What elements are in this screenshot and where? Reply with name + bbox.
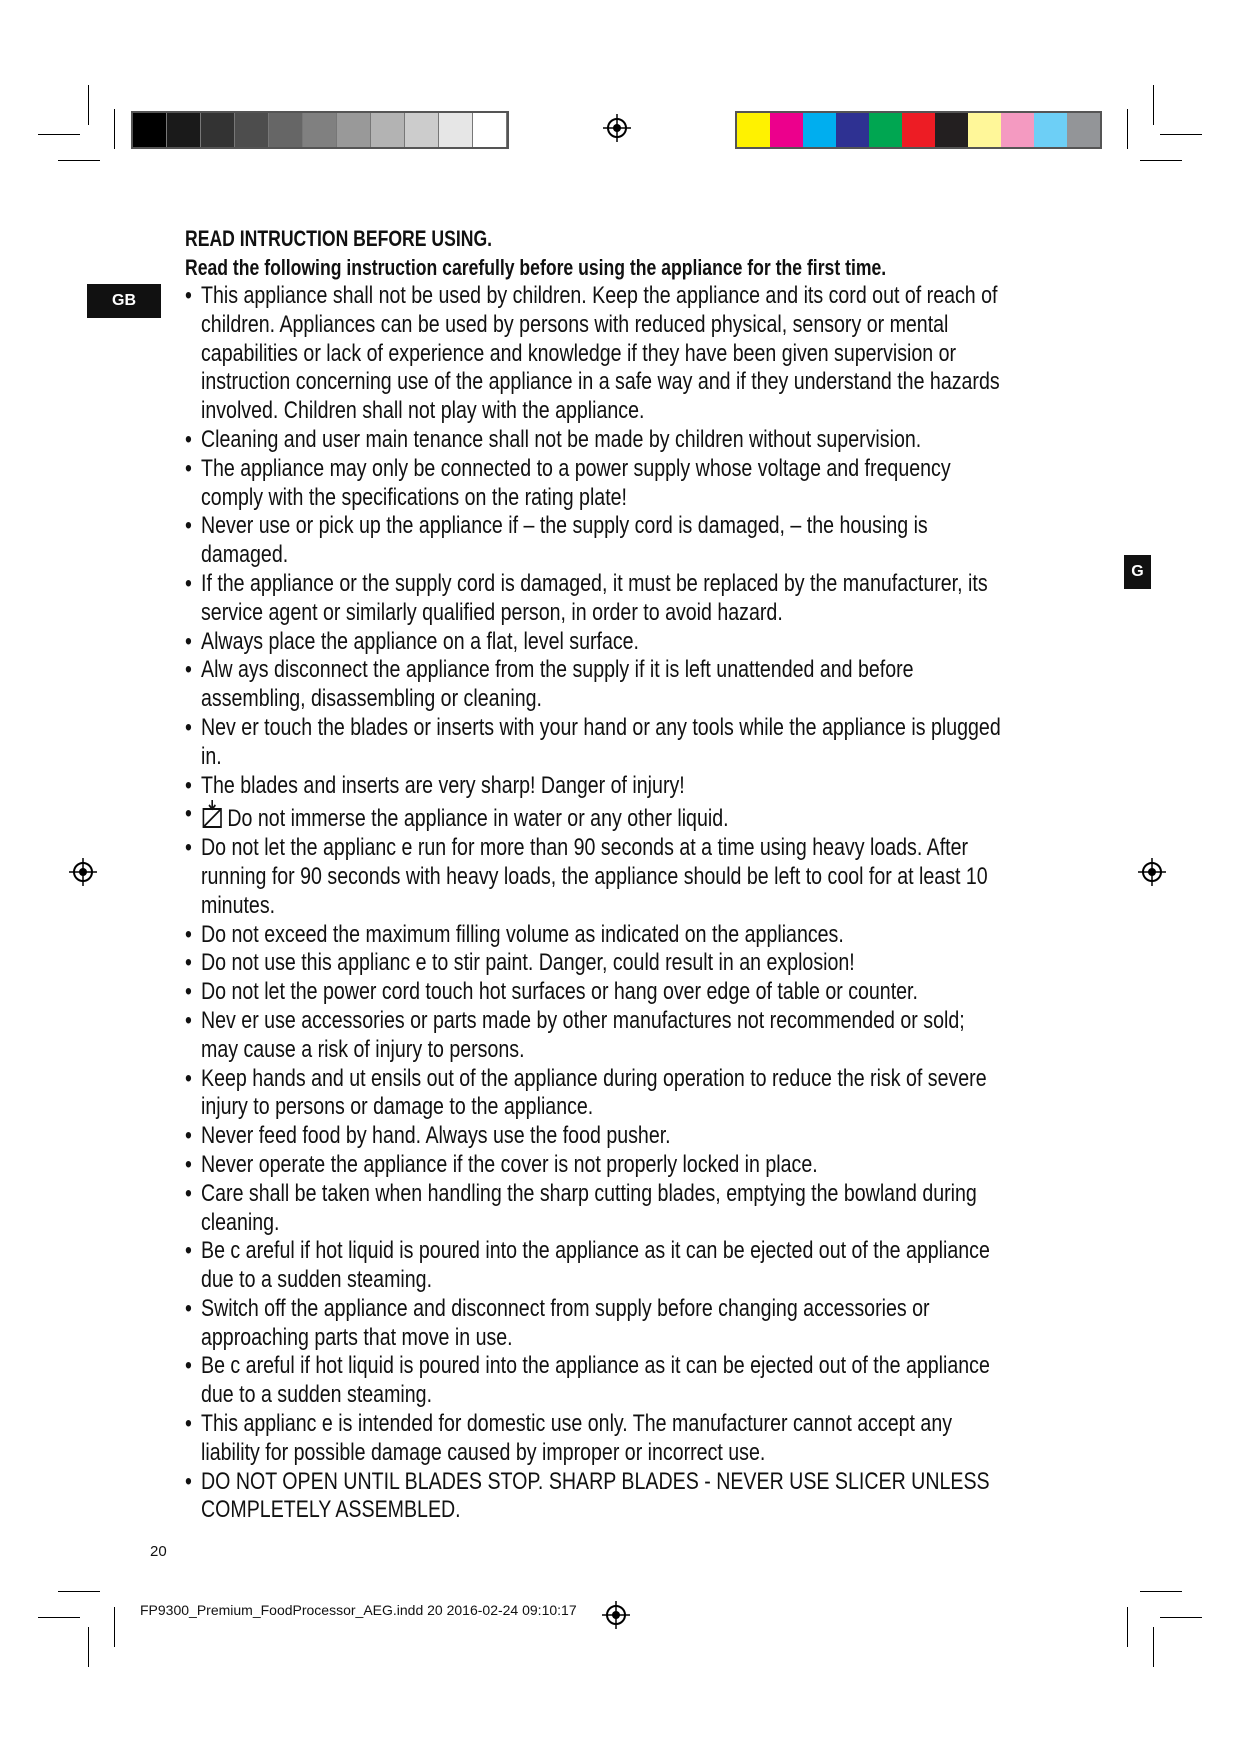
instruction-list	[185, 282, 1065, 1525]
instruction-item	[185, 1180, 1001, 1238]
instruction-item	[185, 282, 1001, 426]
page-number: 20	[150, 1543, 167, 1560]
instruction-item	[185, 628, 1001, 657]
bullet: •	[185, 512, 192, 540]
bullet: •	[185, 834, 192, 862]
gray-swatch-9	[439, 113, 473, 147]
crop-mark-tr-h	[1160, 134, 1202, 135]
bullet: •	[185, 627, 192, 655]
bullet: •	[185, 425, 192, 453]
instruction-text: This appliance shall not be used by children. Keep the appliance and its cord out of reach of children. Appliances can be used by persons with reduced physical, sensory or mental capabilities or lack of experience and knowledge if they have been given supervision or instruction concerning use of the appliance in a safe way and if they understand the hazards involved. Children shall not play with the appliance.	[201, 282, 1000, 425]
gray-swatch-3	[235, 113, 269, 147]
gray-swatch-0	[133, 113, 167, 147]
instruction-text: Never use or pick up the appliance if – the supply cord is damaged, – the housing is damaged.	[201, 512, 928, 569]
instruction-text: Switch off the appliance and disconnect from supply before changing accessories or approaching parts that move in use.	[201, 1294, 930, 1351]
crop-mark-tl-v	[88, 85, 89, 125]
instruction-item	[185, 1151, 1001, 1180]
bullet: •	[185, 656, 192, 684]
instruction-text: Care shall be taken when handling the sharp cutting blades, emptying the bowland during cleaning.	[201, 1179, 977, 1236]
crop-mark-br-v2	[1153, 1627, 1154, 1667]
crop-mark-br-v	[1127, 1607, 1128, 1647]
instruction-text: Be c areful if hot liquid is poured into the appliance as it can be ejected out of the appliance due to a sudden steaming.	[201, 1237, 990, 1294]
bullet: •	[185, 1294, 192, 1322]
instruction-item	[185, 834, 1001, 920]
instruction-item	[185, 1237, 1001, 1295]
gray-swatch-2	[201, 113, 235, 147]
instruction-item	[185, 570, 1001, 628]
instruction-item	[185, 455, 1001, 513]
bullet: •	[185, 1064, 192, 1092]
gray-swatch-5	[303, 113, 337, 147]
crop-mark-bl-h2	[38, 1617, 80, 1618]
instruction-item	[185, 1410, 1001, 1468]
crop-mark-tr-h2	[1140, 160, 1182, 161]
bullet: •	[185, 713, 192, 741]
registration-target-icon	[603, 114, 631, 142]
instruction-text: Do not let the applianc e run for more than 90 seconds at a time using heavy loads. After running for 90 seconds with heavy loads, the appliance should be left to cool for at least 10 minutes.	[201, 834, 988, 919]
crop-mark-bl-h	[58, 1591, 100, 1592]
bullet: •	[185, 771, 192, 799]
language-tab-right: G	[1124, 555, 1151, 589]
bullet: •	[185, 1150, 192, 1178]
instruction-item	[185, 772, 1001, 801]
crop-mark-br-h	[1140, 1591, 1182, 1592]
instruction-text: Cleaning and user main tenance shall not be made by children without supervision.	[201, 425, 922, 453]
color-swatch-5	[902, 113, 935, 147]
registration-target-icon	[602, 1601, 630, 1629]
instruction-text: This applianc e is intended for domestic use only. The manufacturer cannot accept any liability for possible damage caused by improper or incorrect use.	[201, 1410, 953, 1466]
color-swatch-7	[968, 113, 1001, 147]
instruction-item	[185, 1065, 1001, 1123]
bullet: •	[185, 978, 192, 1006]
bullet: •	[185, 1237, 192, 1265]
crop-mark-tl-h	[38, 134, 80, 135]
registration-target-icon	[69, 858, 97, 886]
gray-swatch-8	[405, 113, 439, 147]
color-swatch-10	[1067, 113, 1100, 147]
bullet: •	[185, 800, 192, 828]
instruction-text: Nev er use accessories or parts made by other manufactures not recommended or sold; may cause a risk of injury to persons.	[201, 1006, 965, 1063]
bullet: •	[185, 920, 192, 948]
gray-swatch-7	[371, 113, 405, 147]
instruction-item	[185, 1352, 1001, 1410]
instruction-item	[185, 656, 1001, 714]
crop-mark-tr-v2	[1127, 109, 1128, 149]
instruction-item	[185, 800, 1001, 834]
bullet: •	[185, 1179, 192, 1207]
crop-mark-tl-h2	[58, 160, 100, 161]
instruction-item	[185, 512, 1001, 570]
instruction-text: Never feed food by hand. Always use the food pusher.	[201, 1122, 671, 1150]
bullet: •	[185, 1467, 192, 1495]
instruction-item	[185, 1295, 1001, 1353]
instruction-text: Do not use this applianc e to stir paint. Danger, could result in an explosion!	[201, 949, 855, 977]
safety-instructions	[185, 224, 1065, 1525]
instruction-text: Nev er touch the blades or inserts with your hand or any tools while the appliance is plugged in.	[201, 713, 1001, 770]
instruction-item	[185, 426, 1001, 455]
crop-mark-br-h2	[1160, 1617, 1202, 1618]
instruction-text: Do not let the power cord touch hot surfaces or hang over edge of table or counter.	[201, 978, 918, 1006]
page-title: READ INTRUCTION BEFORE USING.	[185, 226, 493, 251]
gray-swatch-6	[337, 113, 371, 147]
color-swatch-4	[869, 113, 902, 147]
bullet: •	[185, 454, 192, 482]
crop-mark-tl-v2	[114, 109, 115, 149]
instruction-text: Keep hands and ut ensils out of the appliance during operation to reduce the risk of severe injury to persons or damage to the appliance.	[201, 1064, 987, 1121]
bullet: •	[185, 569, 192, 597]
color-swatch-6	[935, 113, 968, 147]
instruction-text: Always place the appliance on a flat, level surface.	[201, 627, 639, 655]
crop-mark-bl-v2	[88, 1627, 89, 1667]
instruction-item	[185, 949, 1001, 978]
bullet: •	[185, 1006, 192, 1034]
gray-swatch-10	[473, 113, 507, 147]
color-swatch-8	[1001, 113, 1034, 147]
language-tab-gb: GB	[87, 284, 161, 318]
instruction-text: DO NOT OPEN UNTIL BLADES STOP. SHARP BLADES - NEVER USE SLICER UNLESS COMPLETELY ASSEMBLED.	[201, 1467, 990, 1524]
instruction-item	[185, 714, 1001, 772]
instruction-text: Do not immerse the appliance in water or any other liquid.	[227, 805, 729, 833]
color-swatch-1	[770, 113, 803, 147]
bullet: •	[185, 1352, 192, 1380]
color-swatch-2	[803, 113, 836, 147]
file-footer: FP9300_Premium_FoodProcessor_AEG.indd 20 2016-02-24 09:10:17	[140, 1602, 577, 1618]
instruction-text: Do not exceed the maximum filling volume as indicated on the appliances.	[201, 920, 844, 948]
crop-mark-bl-v	[114, 1607, 115, 1647]
instruction-text: Be c areful if hot liquid is poured into the appliance as it can be ejected out of the appliance due to a sudden steaming.	[201, 1352, 990, 1409]
instruction-text: The blades and inserts are very sharp! Danger of injury!	[201, 771, 685, 799]
instruction-text: The appliance may only be connected to a power supply whose voltage and frequency comply with the specifications on the rating plate!	[201, 454, 951, 511]
instruction-item	[185, 1122, 1001, 1151]
registration-target-icon	[1138, 858, 1166, 886]
page-subtitle: Read the following instruction carefully before using the appliance for the first time.	[185, 255, 887, 280]
instruction-item	[185, 1007, 1001, 1065]
color-swatch-0	[737, 113, 770, 147]
color-calibration-bar	[735, 111, 1102, 149]
bullet: •	[185, 1122, 192, 1150]
instruction-item	[185, 1468, 1001, 1526]
crop-mark-tr-v	[1153, 85, 1154, 125]
bullet: •	[185, 949, 192, 977]
no-immerse-icon	[201, 800, 225, 830]
bullet: •	[185, 1410, 192, 1438]
gray-swatch-1	[167, 113, 201, 147]
color-swatch-9	[1034, 113, 1067, 147]
instruction-text: Never operate the appliance if the cover is not properly locked in place.	[201, 1150, 818, 1178]
bullet: •	[185, 282, 192, 309]
instruction-text: If the appliance or the supply cord is damaged, it must be replaced by the manufacturer, its service agent or similarly qualified person, in order to avoid hazard.	[201, 569, 988, 626]
gray-swatch-4	[269, 113, 303, 147]
instruction-text: Alw ays disconnect the appliance from the supply if it is left unattended and before assembling, disassembling or cleaning.	[201, 656, 914, 713]
grayscale-bar	[131, 111, 509, 149]
color-swatch-3	[836, 113, 869, 147]
instruction-item	[185, 921, 1001, 950]
instruction-item	[185, 978, 1001, 1007]
